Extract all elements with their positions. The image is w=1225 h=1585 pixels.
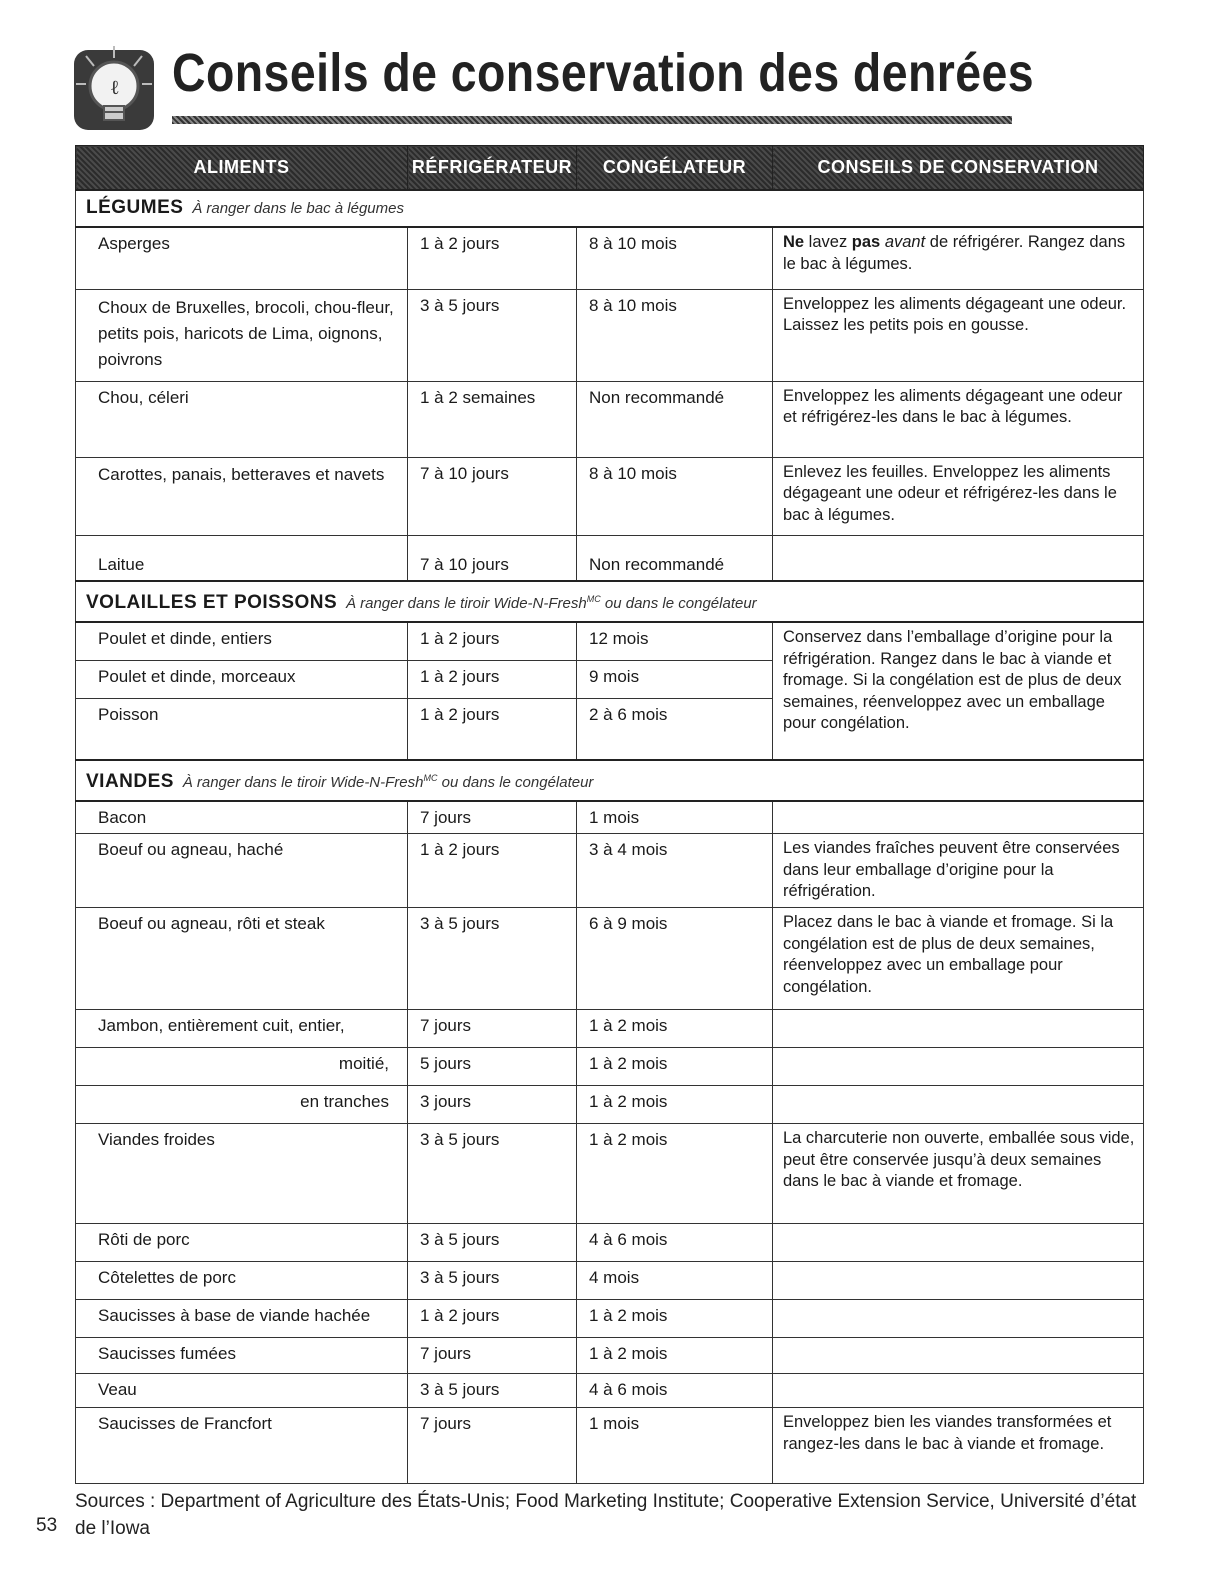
column-header-conseils: CONSEILS DE CONSERVATION: [773, 146, 1144, 191]
tip-text: lavez: [804, 233, 852, 251]
table-row: [76, 622, 1144, 660]
lightbulb-tip-icon: [72, 44, 160, 132]
section-header-viandes: [76, 760, 1144, 801]
section-note: À ranger dans le tiroir Wide-N-Fresh$^{MC}$ ou dans le congélateur: [345, 594, 757, 612]
food-name: Poulet et dinde, entiers: [76, 622, 408, 660]
food-name: Bacon: [76, 801, 408, 834]
freezer-duration: 3 à 4 mois: [577, 834, 773, 908]
column-header-congelateur: CONGÉLATEUR: [577, 146, 773, 191]
section-title: LÉGUMES: [86, 197, 184, 218]
fridge-duration: 3 à 5 jours: [408, 1124, 577, 1224]
freezer-duration: 4 mois: [577, 1262, 773, 1300]
storage-tip: [773, 1338, 1144, 1374]
section-note: À ranger dans le bac à légumes: [192, 200, 404, 217]
fridge-duration: 1 à 2 jours: [408, 660, 577, 698]
storage-tip: [773, 1262, 1144, 1300]
column-header-aliments: ALIMENTS: [76, 146, 408, 191]
table-row: [76, 1086, 1144, 1124]
food-name: Poulet et dinde, morceaux: [76, 660, 408, 698]
food-name: Saucisses fumées: [76, 1338, 408, 1374]
fridge-duration: 3 jours: [408, 1086, 577, 1124]
food-name: Carottes, panais, betteraves et navets: [76, 457, 408, 535]
fridge-duration: 1 à 2 jours: [408, 227, 577, 289]
table-row: [76, 1010, 1144, 1048]
section-title: VIANDES: [86, 771, 174, 792]
section-note: À ranger dans le tiroir Wide-N-Fresh$^{MC}$ ou dans le congélateur: [182, 773, 594, 791]
sources-note: Sources : Department of Agriculture des États-Unis; Food Marketing Institute; Cooperative Extension Service, Université d’état de l’Iowa: [75, 1491, 1137, 1539]
fridge-duration: 5 jours: [408, 1048, 577, 1086]
table-row: [76, 801, 1144, 834]
storage-tip: La charcuterie non ouverte, emballée sous vide, peut être conservée jusqu’à deux semaines dans le bac à viande et fromage.: [773, 1124, 1144, 1224]
food-name: Saucisses à base de viande hachée: [76, 1300, 408, 1338]
table-row: [76, 1408, 1144, 1484]
fridge-duration: 7 à 10 jours: [408, 535, 577, 581]
freezer-duration: 1 à 2 mois: [577, 1338, 773, 1374]
freezer-duration: 1 à 2 mois: [577, 1086, 773, 1124]
storage-tip: Enveloppez bien les viandes transformées et rangez-les dans le bac à viande et fromage.: [773, 1408, 1144, 1484]
fridge-duration: 7 jours: [408, 1408, 577, 1484]
section-header-volailles: [76, 581, 1144, 622]
freezer-duration: 1 à 2 mois: [577, 1048, 773, 1086]
food-name: Asperges: [76, 227, 408, 289]
freezer-duration: 1 à 2 mois: [577, 1300, 773, 1338]
food-name: Rôti de porc: [76, 1224, 408, 1262]
tip-emphasis: pas: [851, 233, 881, 251]
fridge-duration: 3 à 5 jours: [408, 289, 577, 381]
fridge-duration: 3 à 5 jours: [408, 1374, 577, 1408]
food-name: moitié,: [76, 1048, 408, 1086]
fridge-duration: 1 à 2 jours: [408, 1300, 577, 1338]
table-row: [76, 535, 1144, 581]
freezer-duration: 4 à 6 mois: [577, 1224, 773, 1262]
table-row: [76, 1338, 1144, 1374]
table-row: [76, 1262, 1144, 1300]
storage-tip: Les viandes fraîches peuvent être conservées dans leur emballage d’origine pour la réfrigération.: [773, 834, 1144, 908]
food-name: Poisson: [76, 698, 408, 760]
fridge-duration: 3 à 5 jours: [408, 1262, 577, 1300]
freezer-duration: 2 à 6 mois: [577, 698, 773, 760]
fridge-duration: 7 à 10 jours: [408, 457, 577, 535]
svg-text:ℓ: ℓ: [110, 75, 120, 99]
table-row: [76, 381, 1144, 457]
freezer-duration: 8 à 10 mois: [577, 289, 773, 381]
freezer-duration: 12 mois: [577, 622, 773, 660]
freezer-duration: 8 à 10 mois: [577, 227, 773, 289]
freezer-duration: 4 à 6 mois: [577, 1374, 773, 1408]
fridge-duration: 3 à 5 jours: [408, 1224, 577, 1262]
storage-tip: [773, 1300, 1144, 1338]
storage-tip: [773, 1048, 1144, 1086]
fridge-duration: 1 à 2 semaines: [408, 381, 577, 457]
tip-emphasis: avant: [884, 233, 926, 251]
fridge-duration: 1 à 2 jours: [408, 834, 577, 908]
food-name: Jambon, entièrement cuit, entier,: [76, 1010, 408, 1048]
table-header-row: [76, 146, 1144, 191]
freezer-duration: 1 à 2 mois: [577, 1010, 773, 1048]
storage-tip: Enveloppez les aliments dégageant une odeur. Laissez les petits pois en gousse.: [773, 289, 1144, 381]
page-number: 53: [36, 1515, 58, 1536]
freezer-duration: Non recommandé: [577, 535, 773, 581]
storage-tip: Conservez dans l’emballage d’origine pour la réfrigération. Rangez dans le bac à viande et fromage. Si la congélation est de plus de deux semaines, réenveloppez avec un emballage pour congélation.: [773, 622, 1144, 760]
storage-tip: [773, 535, 1144, 581]
food-name: Viandes froides: [76, 1124, 408, 1224]
food-name: Laitue: [76, 535, 408, 581]
fridge-duration: 1 à 2 jours: [408, 622, 577, 660]
storage-tip: [773, 1010, 1144, 1048]
fridge-duration: 1 à 2 jours: [408, 698, 577, 760]
column-header-refrigerateur: RÉFRIGÉRATEUR: [408, 146, 577, 191]
storage-table: [75, 145, 1144, 1484]
section-title: VOLAILLES ET POISSONS: [86, 592, 338, 613]
table-row: [76, 1374, 1144, 1408]
freezer-duration: 1 mois: [577, 801, 773, 834]
page-title: Conseils de conservation des denrées: [172, 43, 1035, 103]
food-name: Boeuf ou agneau, rôti et steak: [76, 908, 408, 1010]
table-row: [76, 1224, 1144, 1262]
fridge-duration: 7 jours: [408, 801, 577, 834]
table-row: [76, 908, 1144, 1010]
storage-tip: Enveloppez les aliments dégageant une odeur et réfrigérez-les dans le bac à légumes.: [773, 381, 1144, 457]
title-underline: [172, 116, 1012, 124]
fridge-duration: 7 jours: [408, 1010, 577, 1048]
freezer-duration: 1 à 2 mois: [577, 1124, 773, 1224]
table-row: [76, 1124, 1144, 1224]
food-name: Boeuf ou agneau, haché: [76, 834, 408, 908]
tip-text: de réfrigérer. Rangez dans le bac à légumes.: [783, 233, 1126, 273]
storage-tip: [773, 801, 1144, 834]
food-name: Veau: [76, 1374, 408, 1408]
food-name: Chou, céleri: [76, 381, 408, 457]
storage-tip: [773, 227, 1144, 289]
freezer-duration: 8 à 10 mois: [577, 457, 773, 535]
section-header-legumes: [76, 190, 1144, 227]
fridge-duration: 7 jours: [408, 1338, 577, 1374]
table-row: [76, 227, 1144, 289]
storage-tip: [773, 1374, 1144, 1408]
food-name: Côtelettes de porc: [76, 1262, 408, 1300]
storage-tip: [773, 1224, 1144, 1262]
food-name: Saucisses de Francfort: [76, 1408, 408, 1484]
table-row: [76, 289, 1144, 381]
freezer-duration: 1 mois: [577, 1408, 773, 1484]
page-header: [72, 40, 1035, 132]
table-row: [76, 1048, 1144, 1086]
table-row: [76, 1300, 1144, 1338]
freezer-duration: 9 mois: [577, 660, 773, 698]
table-row: [76, 457, 1144, 535]
table-row: [76, 834, 1144, 908]
food-name: Choux de Bruxelles, brocoli, chou-fleur, petits pois, haricots de Lima, oignons, poivrons: [76, 289, 408, 381]
storage-tip: [773, 1086, 1144, 1124]
fridge-duration: 3 à 5 jours: [408, 908, 577, 1010]
tip-emphasis: Ne: [783, 233, 805, 251]
freezer-duration: Non recommandé: [577, 381, 773, 457]
storage-tip: Enlevez les feuilles. Enveloppez les aliments dégageant une odeur et réfrigérez-les dans le bac à légumes.: [773, 457, 1144, 535]
storage-tip: Placez dans le bac à viande et fromage. Si la congélation est de plus de deux semaines, réenveloppez avec un emballage pour congélation.: [773, 908, 1144, 1010]
food-name: en tranches: [76, 1086, 408, 1124]
freezer-duration: 6 à 9 mois: [577, 908, 773, 1010]
